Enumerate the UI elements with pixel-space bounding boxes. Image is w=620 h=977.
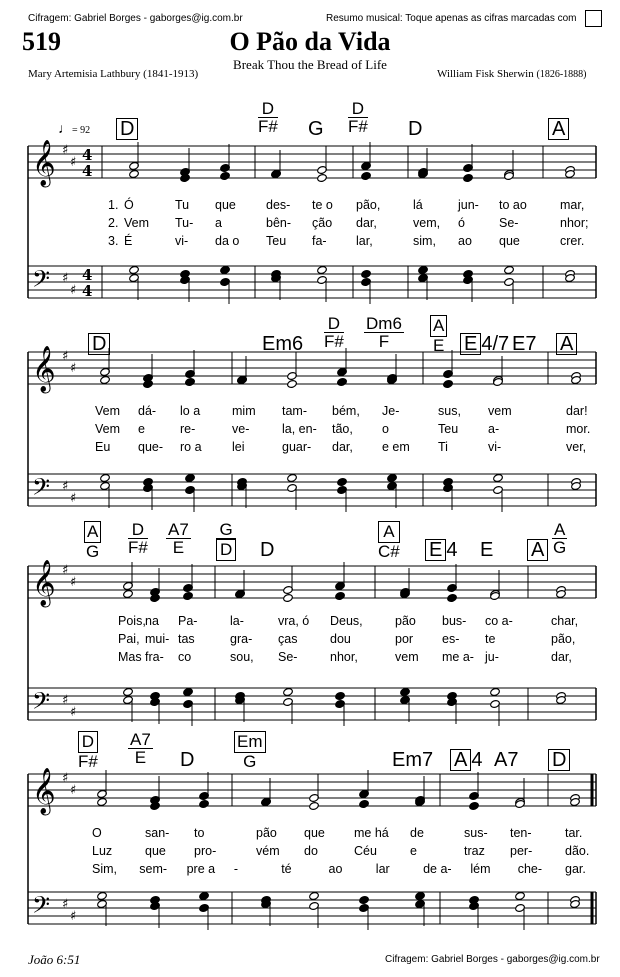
chord-bottom: F# [258,117,278,136]
chord-bottom: G [243,752,257,771]
bass-clef-icon: 𝄢 [32,473,51,506]
sharp-icon: ♯ [70,361,77,376]
chord-bottom: D [216,539,236,561]
lyric-syllable: dar, [551,650,572,664]
lyric-syllable: es- [442,632,460,646]
note-head [443,379,454,388]
chord-bottom: G [553,538,567,557]
lyric-syllable: co a- [485,614,513,628]
note-head [287,473,298,482]
chord [116,118,138,141]
lyric-syllable: ao [328,862,343,876]
lyric-syllable: lá [413,198,423,212]
sharp-icon: ♯ [62,271,69,286]
note-head [199,799,210,808]
chord-root: D [548,749,570,771]
chord-fraction [364,315,404,350]
chord-top: D [324,315,344,333]
lyric-syllable: e [410,844,417,858]
lyric-syllable: dar! [566,404,588,418]
chord-top: D [258,100,278,118]
lyric-syllable: mui- [145,632,170,646]
note-head [361,171,372,180]
verse-number: 3. [108,234,119,248]
lyric-syllable: co [178,650,192,664]
lyric-syllable: fa- [312,234,327,248]
chord-fraction [552,521,567,556]
chord-bottom: F# [348,117,368,136]
lyric-syllable: me há [354,826,389,840]
lyric-syllable: e [138,422,145,436]
note-head [490,687,501,696]
lyric-syllable: ao [458,234,472,248]
time-signature: 4 [82,282,93,300]
chord-root: Em7 [392,749,434,771]
chord-fraction [84,521,101,560]
note-head [387,473,398,482]
lyric-syllable: de a- [423,862,452,876]
chord [480,539,493,562]
lyric-syllable: que [304,826,325,840]
lyric-syllable: gar. [565,862,586,876]
note-head [359,799,370,808]
hymn-number: 519 [22,27,61,56]
sharp-icon: ♯ [62,349,69,364]
note-head [469,801,480,810]
note-head [504,265,515,274]
lyric-syllable: bên- [266,216,292,230]
verse-number: 2. [108,216,119,230]
lyric-syllable: bém, [332,404,360,418]
lyric-syllable: Deus, [330,614,363,628]
time-signature: 4 [82,146,93,164]
sharp-icon: ♯ [70,909,77,924]
chord [460,333,509,356]
lyric-syllable: des- [266,198,291,212]
lyric-syllable: vem [395,650,419,664]
lyric-syllable: Pa- [178,614,198,628]
chord [180,749,194,772]
sharp-icon: ♯ [62,693,69,708]
chord-root: D [116,118,138,140]
lyric-syllable: nhor; [560,216,589,230]
sharp-icon: ♯ [70,783,77,798]
lyric-syllable: pre a [186,862,216,876]
note-head [463,173,474,182]
chord-root: G [308,118,324,140]
lyric-syllable: por [395,632,414,646]
lyric-syllable: Vem [95,422,121,436]
lyric-syllable: que [499,234,520,248]
chord [392,749,433,772]
lyric-syllable: che- [517,862,543,876]
lyric-syllable: san- [145,826,170,840]
chord [425,539,457,562]
lyric-syllable: me a- [442,650,474,664]
treble-clef-icon: 𝄞 [32,346,56,392]
lyric-syllable: o [382,422,389,436]
chord [88,333,110,356]
sharp-icon: ♯ [62,897,69,912]
lyric-syllable: Vem [95,404,121,418]
chord-top: Dm6 [366,314,402,333]
lyric-syllable: que- [138,440,164,454]
note-head [199,891,210,900]
sharp-icon: ♯ [70,705,77,720]
chord-bottom: F# [78,752,98,771]
chord-root: D [408,118,423,140]
lyric-syllable: Teu [438,422,459,436]
chord-top: A [430,315,447,337]
lyric-syllable: mar, [560,198,585,212]
lyric-syllable: tam- [282,404,307,418]
chord [527,539,548,562]
chord [512,333,536,356]
note-head [183,687,194,696]
lyric-syllable: dar, [332,440,353,454]
lyric-syllable: fra- [145,650,164,664]
lyric-syllable: la- [230,614,244,628]
lyric-syllable: e em [382,440,410,454]
lyric-syllable: lar, [356,234,373,248]
chord [408,118,422,141]
lyric-syllable: lo a [180,404,201,418]
lyric-syllable: dar, [356,216,377,230]
lyric-syllable: ção [312,216,333,230]
lyric-syllable: Je- [382,404,400,418]
lyric-syllable: vi- [488,440,502,454]
chord [308,118,324,141]
note-head [400,687,411,696]
lyric-syllable: Céu [354,844,377,858]
lyric-syllable: char, [551,614,579,628]
sharp-icon: ♯ [70,491,77,506]
chord-suffix: 4 [471,749,483,771]
chord-fraction [378,521,400,560]
chord-fraction [166,521,191,556]
chord-bottom: G [86,542,100,561]
chord-bottom: C# [378,542,400,561]
lyric-syllable: to ao [499,198,527,212]
treble-clef-icon: 𝄞 [32,768,56,814]
lyric-syllable: nhor, [330,650,358,664]
composer-name: William Fisk Sherwin [437,68,534,80]
lyric-syllable: ro a [180,440,202,454]
lyric-syllable: tas [178,632,195,646]
chord-fraction [324,315,344,350]
lyric-syllable: tão, [332,422,353,436]
chord-suffix: 4/7 [481,333,510,355]
chord-bottom: E [172,538,185,557]
summary-note: Resumo musical: Toque apenas as cifras marcadas com [326,13,577,24]
lyric-syllable: té [281,862,292,876]
note-head [129,169,140,178]
chord-fraction [78,731,98,770]
treble-clef-icon: 𝄞 [32,560,56,606]
hymn-subtitle: Break Thou the Bread of Life [233,57,387,72]
lyric-syllable: sus- [464,826,488,840]
note-head [447,593,458,602]
lyric-syllable: vem, [413,216,441,230]
time-signature: 4 [82,266,93,284]
lyric-syllable: te [485,632,496,646]
note-head [220,171,231,180]
note-head [515,891,526,900]
sharp-icon: ♯ [62,771,69,786]
note-head [493,473,504,482]
lyric-syllable: na [145,614,159,628]
chord-root: A [548,118,569,140]
note-head [283,593,294,602]
note-head [309,891,320,900]
lyric-syllable: ver, [566,440,587,454]
chord [262,333,303,356]
time-signature: 4 [82,162,93,180]
chord-top: A [84,521,101,543]
bass-clef-icon: 𝄢 [32,687,51,720]
chord-top: A7 [130,730,151,749]
note-head [123,589,134,598]
credit-right: Cifragem: Gabriel Borges - gaborges@ig.com.br [385,954,600,965]
lyric-syllable: ó [458,216,465,230]
note-head [283,687,294,696]
lyric-syllable: la, en- [282,422,317,436]
chord-bottom: F# [324,332,344,351]
chord-root: E [425,539,446,561]
note-head [123,687,134,696]
note-head [418,265,429,274]
lyric-syllable: re- [180,422,196,436]
chord [260,539,274,562]
lyric-syllable: sus, [438,404,461,418]
sharp-icon: ♯ [62,479,69,494]
chord [556,333,577,356]
sharp-icon: ♯ [70,155,77,170]
lyric-syllable: ten- [510,826,532,840]
sharp-icon: ♯ [62,563,69,578]
lyric-syllable: Se- [499,216,519,230]
lyric-syllable: vra, ó [278,614,310,628]
lyric-syllable: dá- [138,404,157,418]
chord-top: G [216,521,236,539]
lyric-syllable: pão, [356,198,381,212]
lyric-syllable: que [145,844,166,858]
chord [548,118,569,141]
lyric-syllable: lém [470,862,491,876]
note-head [100,473,111,482]
note-head [97,891,108,900]
note-head [337,477,348,486]
note-head [287,379,298,388]
note-head [185,473,196,482]
chord-bottom: F [378,332,390,351]
note-head [220,265,231,274]
lyric-syllable: Eu [95,440,111,454]
chord-suffix: 4 [446,539,458,561]
lyric-syllable: ve- [232,422,250,436]
note-head [309,801,320,810]
chord-root: E7 [512,333,537,355]
note-head [97,797,108,806]
bass-clef-icon: 𝄢 [32,265,51,298]
treble-clef-icon: 𝄞 [32,140,56,186]
chord-root: A [556,333,577,355]
lyric-syllable: É [124,234,133,248]
lyric-syllable: Mas [118,650,142,664]
note-head [100,375,111,384]
chord-top: A [378,521,400,543]
lyric-syllable: sou, [230,650,254,664]
chord-top: A7 [168,520,189,539]
sharp-icon: ♯ [70,575,77,590]
lyric-syllable: Teu [266,234,287,248]
chord-top: D [78,731,98,753]
credit-left: Cifragem: Gabriel Borges - gaborges@ig.com.br [28,13,243,24]
chord-root: D [180,749,195,771]
chord-fraction [128,731,153,766]
chord-root: E [480,539,494,561]
chord-fraction [348,100,368,135]
chord-root: Em6 [262,333,304,355]
lyric-syllable: traz [464,844,485,858]
verse-number: 1. [108,198,119,212]
quarter-note-icon: ♩ [58,122,72,137]
chord-root: A7 [494,749,519,771]
chord-bottom: E [134,748,147,767]
lyric-syllable: te o [312,198,333,212]
chord-fraction [216,521,236,561]
lyric-syllable: ças [278,632,298,646]
note-head [185,377,196,386]
lyric-syllable: lar [375,862,390,876]
lyric-syllable: crer. [560,234,585,248]
chord-root: D [88,333,110,355]
lyric-syllable: Tu [175,198,190,212]
note-head [317,265,328,274]
note-head [335,691,346,700]
note-head [359,895,370,904]
lyric-syllable: pro- [194,844,217,858]
lyric-syllable: que [215,198,236,212]
lyric-syllable: a [215,216,222,230]
lyric-syllable: pão [256,826,277,840]
lyric-syllable: Pois, [118,614,146,628]
lyric-syllable: Se- [278,650,298,664]
lyric-syllable: Luz [92,844,113,858]
sharp-icon: ♯ [62,143,69,158]
chord-root: E [460,333,481,355]
lyric-syllable: vem [488,404,512,418]
lyric-syllable: jun- [458,198,479,212]
lyric-syllable: da o [215,234,240,248]
chord [494,749,518,772]
composer-years: (1826-1888) [536,69,587,80]
lyric-syllable: Ó [124,198,134,212]
lyric-syllable: tar. [565,826,583,840]
lyric-syllable: pão [395,614,416,628]
lyric-syllable: per- [510,844,533,858]
note-head [183,591,194,600]
chord-root: A [527,539,548,561]
chord-root: A [450,749,471,771]
lyricist: Mary Artemisia Lathbury (1841-1913) [28,68,199,80]
lyric-syllable: sim, [413,234,436,248]
chord-top: D [348,100,368,118]
lyric-syllable: Pai, [118,632,140,646]
chord-bottom: E [433,336,445,355]
chord-top: D [128,521,148,539]
note-head [335,591,346,600]
note-head [361,269,372,278]
chord-top: A [554,520,566,539]
lyric-syllable: a- [488,422,500,436]
bass-clef-icon: 𝄢 [32,891,51,924]
lyric-syllable: Vem [124,216,150,230]
lyric-syllable: dou [330,632,351,646]
lyric-syllable: dão. [565,844,590,858]
lyric-syllable: - [233,862,239,876]
lyric-syllable: lei [232,440,245,454]
chord [548,749,570,772]
chord-fraction [258,100,278,135]
note-head [317,173,328,182]
chord-fraction [128,521,148,556]
sharp-icon: ♯ [70,283,77,298]
chord [450,749,482,772]
lyric-syllable: Sim, [92,862,117,876]
scripture-reference: João 6:51 [28,952,81,967]
lyric-syllable: pão, [551,632,576,646]
lyric-syllable: to [194,826,205,840]
lyric-syllable: sem- [139,862,168,876]
lyric-syllable: O [92,826,102,840]
chord-top: Em [234,731,266,753]
chord-fraction [430,315,447,354]
lyric-syllable: gra- [230,632,253,646]
note-head [337,377,348,386]
lyric-syllable: bus- [442,614,467,628]
lyric-syllable: guar- [282,440,312,454]
tempo-value: = 92 [72,125,91,136]
lyric-syllable: mim [232,404,256,418]
lyric-syllable: de [410,826,424,840]
chord-root: D [260,539,275,561]
lyric-syllable: ju- [485,650,499,664]
lyric-syllable: mor. [566,422,591,436]
lyric-syllable: do [304,844,318,858]
note-head [129,265,140,274]
lyric-syllable: vém [256,844,280,858]
lyric-syllable: vi- [175,234,189,248]
hymn-title: O Pão da Vida [229,27,391,56]
note-head [415,891,426,900]
lyric-syllable: Tu- [175,216,194,230]
chord-fraction [234,731,266,770]
chord-bottom: F# [128,538,148,557]
lyric-syllable: Ti [438,440,448,454]
